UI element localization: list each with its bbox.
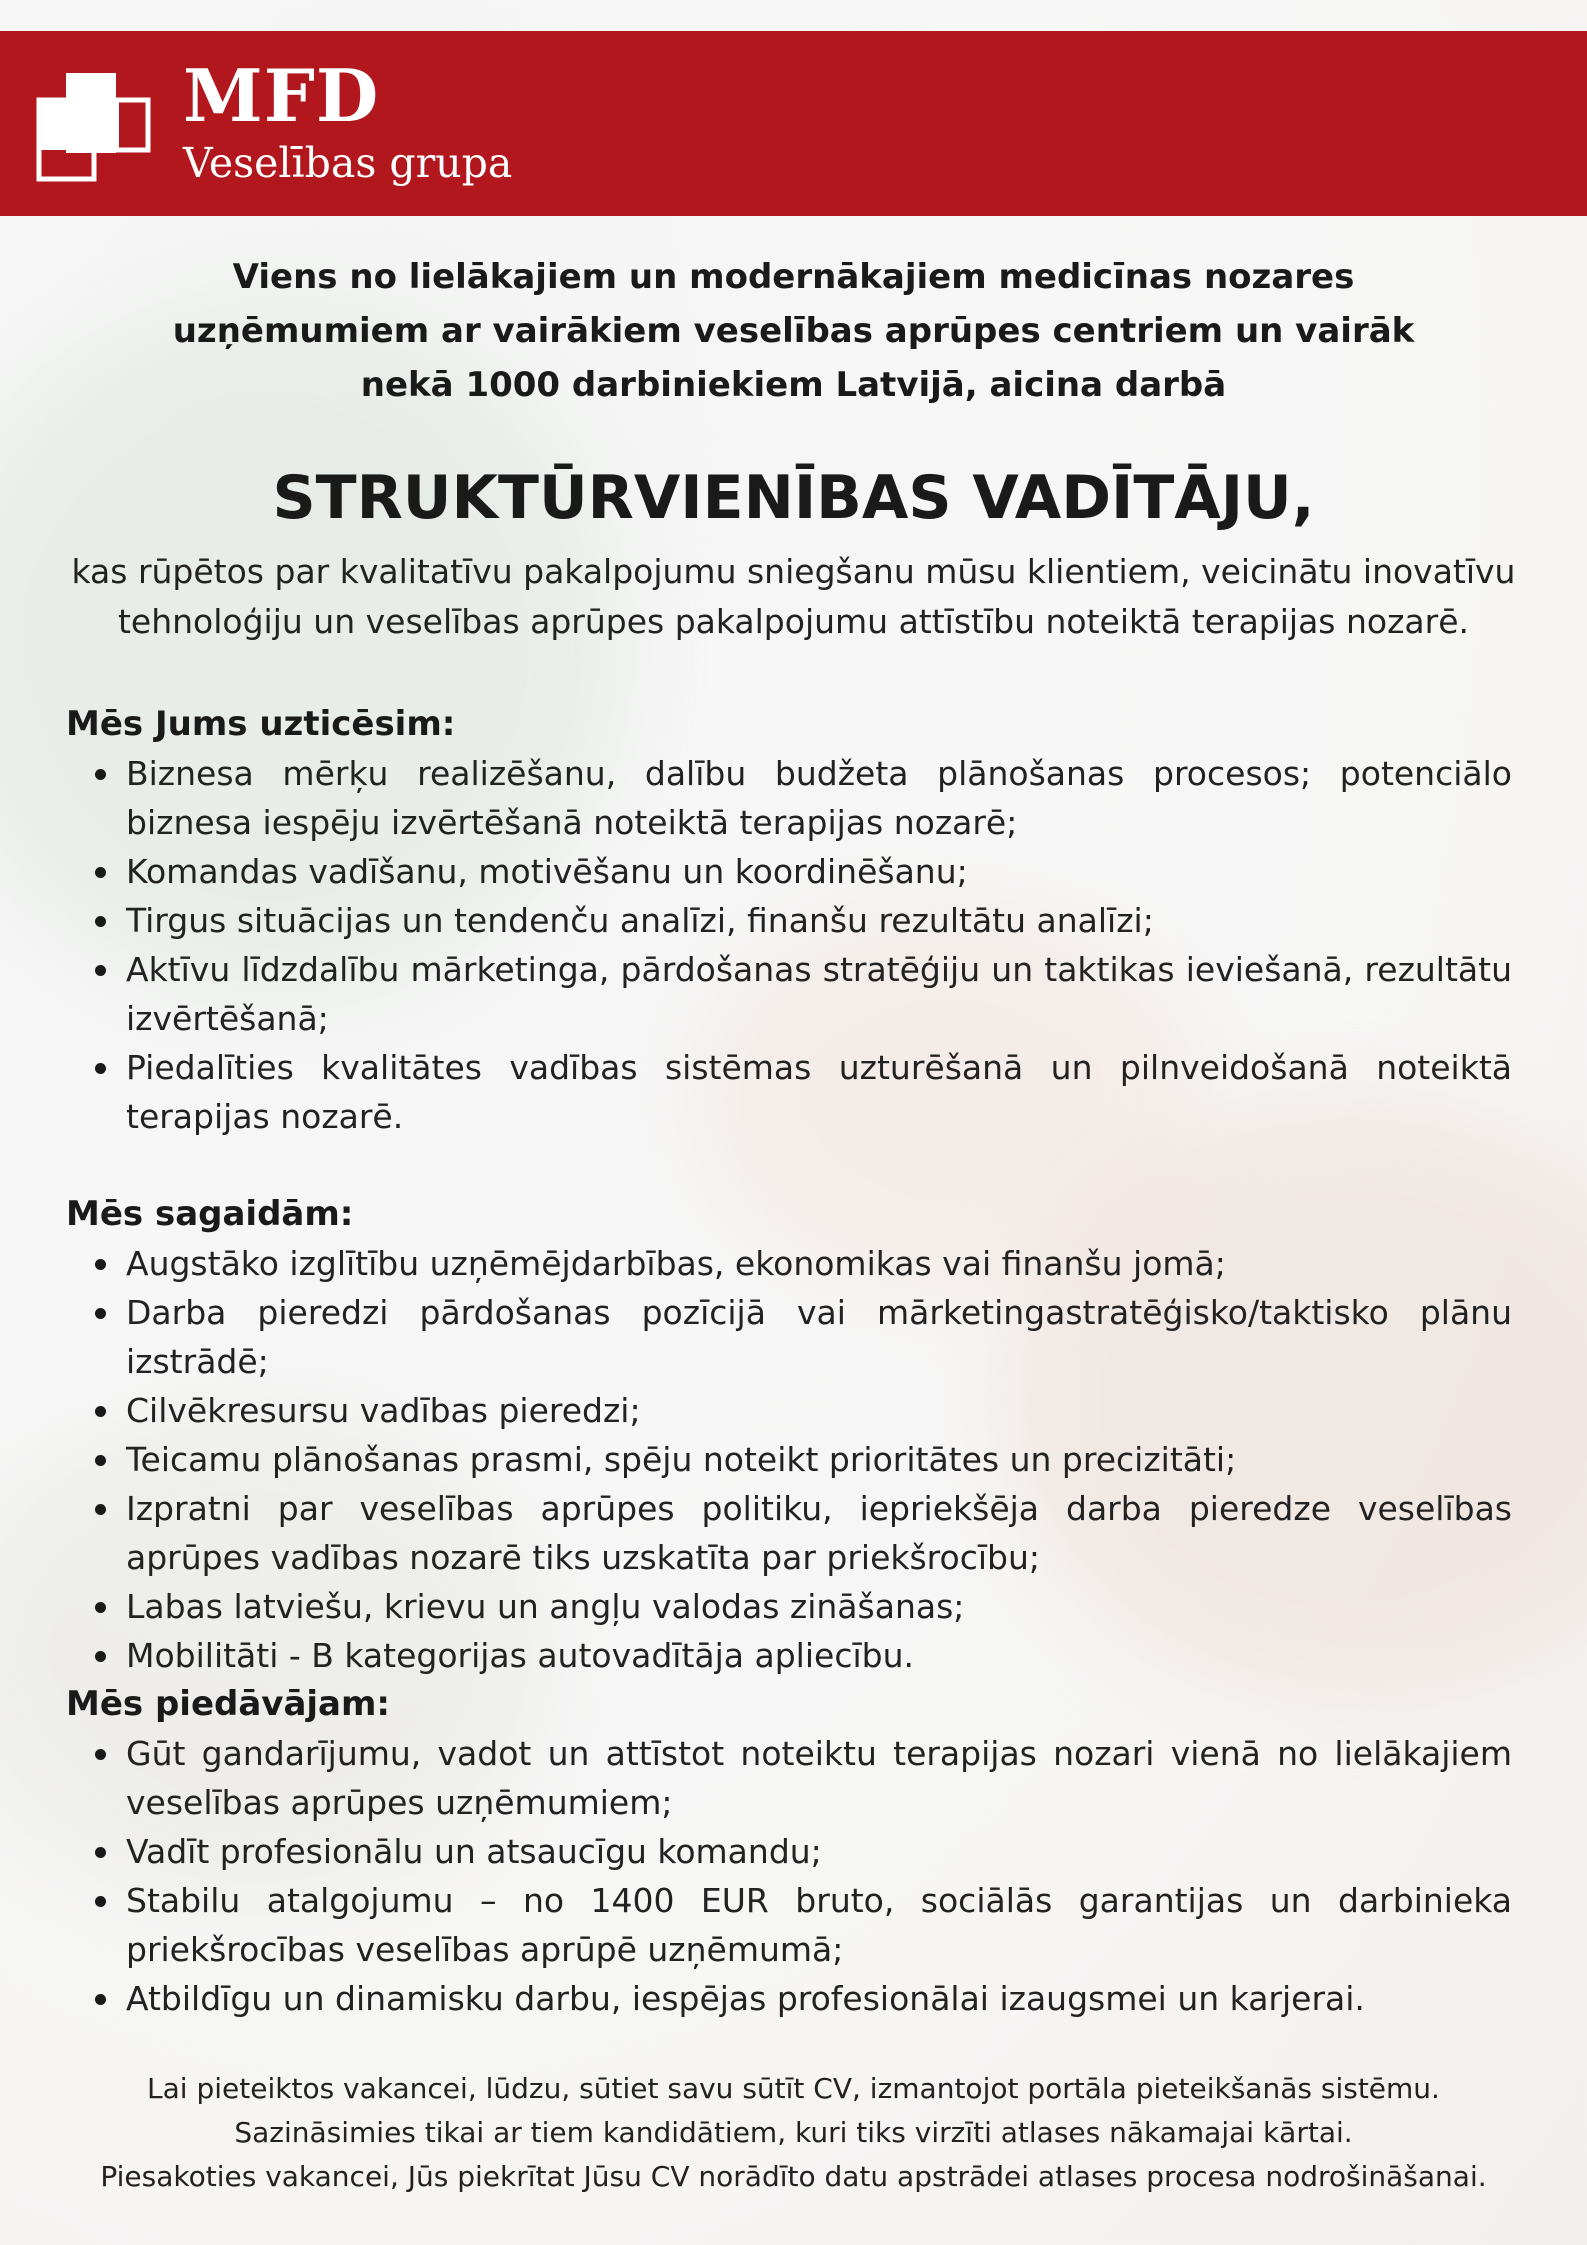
- bullet-list: [66, 749, 1512, 1141]
- section-responsibilities: [66, 699, 1512, 1141]
- intro-line: uzņēmumiem ar vairākiem veselības aprūpes centriem un vairāk: [172, 311, 1415, 351]
- list-item: Darba pieredzi pārdošanas pozīcijā vai mārketingastratēģisko/taktisko plānu izstrādē;: [126, 1288, 1512, 1386]
- list-item: Cilvēkresursu vadības pieredzi;: [126, 1386, 1512, 1435]
- position-subtitle: [70, 547, 1517, 647]
- list-item: Augstāko izglītību uzņēmējdarbības, ekonomikas vai finanšu jomā;: [126, 1239, 1512, 1288]
- intro-text: [120, 250, 1467, 412]
- application-footer: [60, 2067, 1527, 2199]
- list-item: Komandas vadīšanu, motivēšanu un koordinēšanu;: [126, 847, 1512, 896]
- subtitle-line: kas rūpētos par kvalitatīvu pakalpojumu sniegšanu mūsu klientiem, veicinātu inovatīvu: [71, 552, 1516, 591]
- intro-line: nekā 1000 darbiniekiem Latvijā, aicina darbā: [360, 365, 1227, 405]
- footer-line: Lai pieteiktos vakancei, lūdzu, sūtiet savu sūtīt CV, izmantojot portāla pieteikšanās sistēmu.: [147, 2072, 1440, 2105]
- subtitle-line: tehnoloģiju un veselības aprūpes pakalpojumu attīstību noteiktā terapijas nozarē.: [117, 602, 1470, 641]
- list-item: Vadīt profesionālu un atsaucīgu komandu;: [126, 1827, 1512, 1876]
- list-item: Mobilitāti - B kategorijas autovadītāja apliecību.: [126, 1631, 1512, 1680]
- list-item: Biznesa mērķu realizēšanu, dalību budžeta plānošanas procesos; potenciālo biznesa iespēju izvērtēšanā noteiktā terapijas nozarē;: [126, 749, 1512, 847]
- bullet-list: [66, 1729, 1512, 2023]
- list-item: Tirgus situācijas un tendenču analīzi, finanšu rezultātu analīzi;: [126, 896, 1512, 945]
- list-item: Atbildīgu un dinamisku darbu, iespējas profesionālai izaugsmei un karjerai.: [126, 1974, 1512, 2023]
- section-heading: Mēs piedāvājam:: [66, 1684, 391, 1724]
- list-item: Stabilu atalgojumu – no 1400 EUR bruto, sociālās garantijas un darbinieka priekšrocības veselības aprūpē uzņēmumā;: [126, 1876, 1512, 1974]
- logo-subtitle: Veselības grupa: [183, 139, 513, 187]
- logo-title: MFD: [183, 53, 380, 138]
- brand-header: [0, 31, 1587, 216]
- section-requirements: [66, 1189, 1512, 1680]
- section-heading: Mēs sagaidām:: [66, 1194, 354, 1234]
- list-item: Piedalīties kvalitātes vadības sistēmas uzturēšanā un pilnveidošanā noteiktā terapijas nozarē.: [126, 1043, 1512, 1141]
- medical-cross-icon: [36, 70, 151, 182]
- list-item: Aktīvu līdzdalību mārketinga, pārdošanas stratēģiju un taktikas ieviešanā, rezultātu izvērtēšanā;: [126, 945, 1512, 1043]
- bullet-list: [66, 1239, 1512, 1680]
- position-title: STRUKTŪRVIENĪBAS VADĪTĀJU,: [272, 463, 1315, 533]
- intro-line: Viens no lielākajiem un modernākajiem medicīnas nozares: [232, 257, 1355, 297]
- list-item: Izpratni par veselības aprūpes politiku, iepriekšēja darba pieredze veselības aprūpes vadības nozarē tiks uzskatīta par priekšrocību;: [126, 1484, 1512, 1582]
- list-item: Gūt gandarījumu, vadot un attīstot noteiktu terapijas nozari vienā no lielākajiem veselības aprūpes uzņēmumiem;: [126, 1729, 1512, 1827]
- footer-line: Sazināsimies tikai ar tiem kandidātiem, kuri tiks virzīti atlases nākamajai kārtai.: [234, 2116, 1353, 2149]
- footer-line: Piesakoties vakancei, Jūs piekrītat Jūsu CV norādīto datu apstrādei atlases procesa nodrošināšanai.: [100, 2160, 1487, 2193]
- list-item: Labas latviešu, krievu un angļu valodas zināšanas;: [126, 1582, 1512, 1631]
- list-item: Teicamu plānošanas prasmi, spēju noteikt prioritātes un precizitāti;: [126, 1435, 1512, 1484]
- section-heading: Mēs Jums uzticēsim:: [66, 704, 456, 744]
- section-offer: [66, 1679, 1512, 2023]
